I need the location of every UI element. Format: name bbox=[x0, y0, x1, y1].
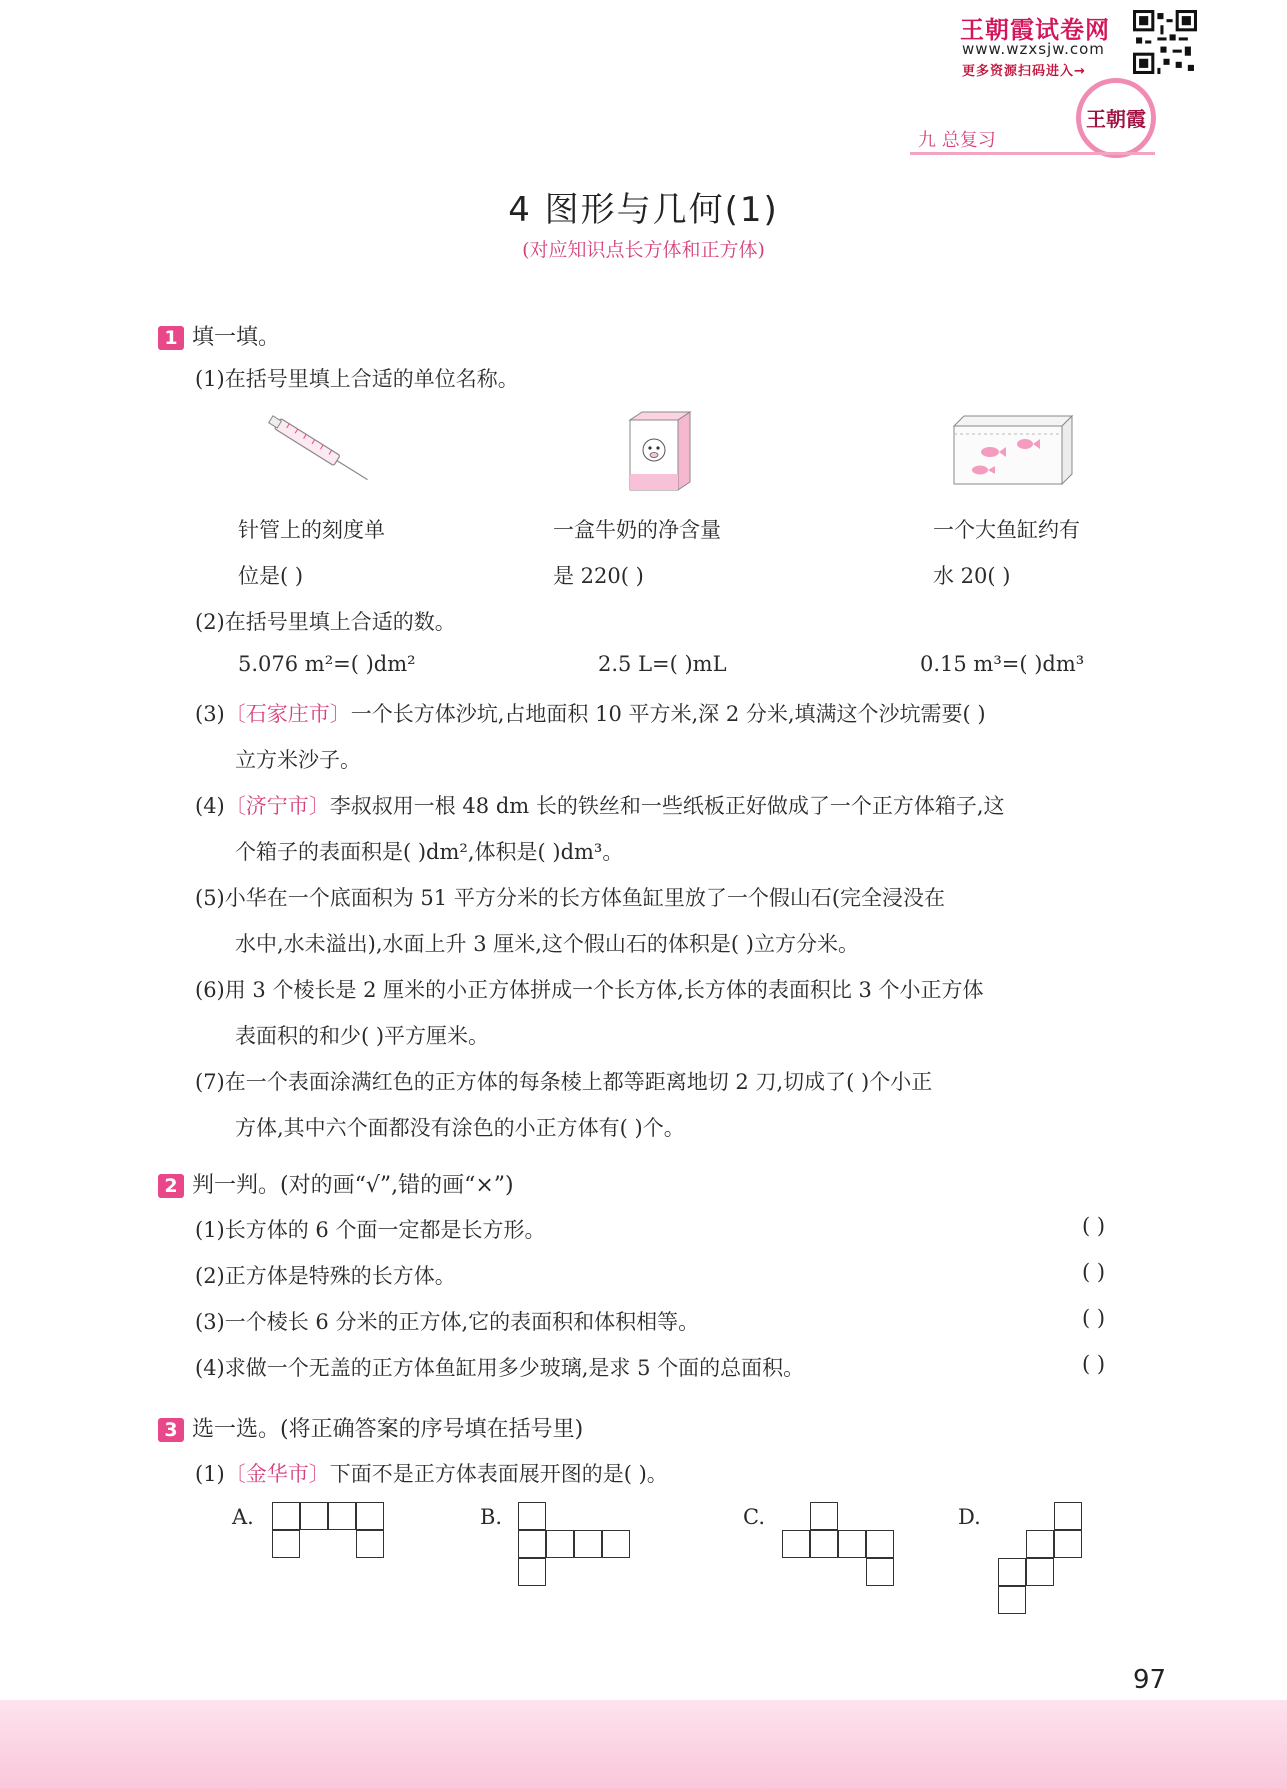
seal-text: 王朝霞 bbox=[1086, 107, 1146, 131]
q2-answer-3[interactable]: ( ) bbox=[1082, 1306, 1106, 1330]
part-text: 下面不是正方体表面展开图的是( )。 bbox=[329, 1462, 668, 1486]
site-url[interactable]: www.wzxsjw.com bbox=[962, 40, 1105, 58]
question-3-heading bbox=[158, 1412, 583, 1443]
q2-answer-2[interactable]: ( ) bbox=[1082, 1260, 1106, 1284]
q1-conversion-2[interactable]: 2.5 L=( )mL bbox=[598, 652, 727, 676]
footer-band bbox=[0, 1700, 1287, 1789]
q2-item-2: (2)正方体是特殊的长方体。 bbox=[195, 1264, 456, 1288]
q1-part1-prompt: (1)在括号里填上合适的单位名称。 bbox=[195, 367, 519, 391]
section-label: 九 总复习 bbox=[918, 130, 996, 151]
city-tag: 〔金华市〕 bbox=[224, 1462, 330, 1486]
q2-item-1: (1)长方体的 6 个面一定都是长方形。 bbox=[195, 1218, 546, 1242]
q1-part6-line2[interactable]: 表面积的和少( )平方厘米。 bbox=[235, 1024, 490, 1048]
question-title: 填一填。 bbox=[192, 325, 281, 350]
q1-conversion-3[interactable]: 0.15 m³=( )dm³ bbox=[920, 652, 1085, 676]
question-number: 2 bbox=[158, 1174, 184, 1198]
q1-part4-line1[interactable] bbox=[195, 790, 1005, 820]
question-title: 判一判。(对的画“√”,错的画“×”) bbox=[192, 1173, 514, 1198]
syringe-icon bbox=[260, 410, 380, 490]
q1-item-syringe-line1: 针管上的刻度单 bbox=[238, 518, 385, 542]
option-a-label[interactable]: A. bbox=[232, 1505, 254, 1529]
q1-part5-line1: (5)小华在一个底面积为 51 平方分米的长方体鱼缸里放了一个假山石(完全浸没在 bbox=[195, 886, 946, 910]
option-b-label[interactable]: B. bbox=[480, 1505, 503, 1529]
question-number: 3 bbox=[158, 1418, 184, 1442]
scan-prompt: 更多资源扫码进入→ bbox=[962, 64, 1086, 79]
option-d-label[interactable]: D. bbox=[958, 1505, 981, 1529]
milk-carton-icon bbox=[620, 408, 700, 493]
q1-part2-prompt: (2)在括号里填上合适的数。 bbox=[195, 610, 456, 634]
part-label: (1) bbox=[195, 1462, 225, 1486]
q3-part1-prompt[interactable] bbox=[195, 1458, 668, 1488]
fish-tank-icon bbox=[950, 412, 1075, 487]
q1-item-tank-answer[interactable]: 水 20( ) bbox=[933, 564, 1011, 588]
q1-part5-line2[interactable]: 水中,水未溢出),水面上升 3 厘米,这个假山石的体积是( )立方分米。 bbox=[235, 932, 859, 956]
q1-conversion-1[interactable]: 5.076 m²=( )dm² bbox=[238, 652, 416, 676]
q2-item-4: (4)求做一个无盖的正方体鱼缸用多少玻璃,是求 5 个面的总面积。 bbox=[195, 1356, 805, 1380]
q2-answer-1[interactable]: ( ) bbox=[1082, 1214, 1106, 1238]
q1-item-milk-line1: 一盒牛奶的净含量 bbox=[553, 518, 721, 542]
q2-item-3: (3)一个棱长 6 分米的正方体,它的表面积和体积相等。 bbox=[195, 1310, 700, 1334]
question-number: 1 bbox=[158, 326, 184, 350]
part-text: 一个长方体沙坑,占地面积 10 平方米,深 2 分米,填满这个沙坑需要( ) bbox=[350, 702, 986, 726]
city-tag: 〔石家庄市〕 bbox=[224, 702, 351, 726]
part-text: 李叔叔用一根 48 dm 长的铁丝和一些纸板正好做成了一个正方体箱子,这 bbox=[329, 794, 1005, 818]
brand-name: 王朝霞试卷网 bbox=[960, 16, 1110, 44]
city-tag: 〔济宁市〕 bbox=[224, 794, 330, 818]
q1-part3-line1[interactable] bbox=[195, 698, 986, 728]
q1-part3-line2: 立方米沙子。 bbox=[235, 748, 361, 772]
page-title: 4 图形与几何(1) bbox=[508, 190, 779, 230]
q1-item-syringe-answer[interactable]: 位是( ) bbox=[238, 564, 304, 588]
question-title: 选一选。(将正确答案的序号填在括号里) bbox=[192, 1417, 584, 1442]
part-label: (4) bbox=[195, 794, 225, 818]
q1-part7-line2[interactable]: 方体,其中六个面都没有涂色的小正方体有( )个。 bbox=[235, 1116, 685, 1140]
question-1-heading bbox=[158, 320, 280, 351]
q1-item-tank-line1: 一个大鱼缸约有 bbox=[933, 518, 1080, 542]
q1-item-milk-answer[interactable]: 是 220( ) bbox=[553, 564, 644, 588]
q2-answer-4[interactable]: ( ) bbox=[1082, 1352, 1106, 1376]
page-subtitle: (对应知识点长方体和正方体) bbox=[522, 239, 765, 261]
q1-part7-line1[interactable]: (7)在一个表面涂满红色的正方体的每条棱上都等距离地切 2 刀,切成了( )个小正 bbox=[195, 1070, 933, 1094]
q1-part4-line2[interactable]: 个箱子的表面积是( )dm²,体积是( )dm³。 bbox=[235, 840, 624, 864]
part-label: (3) bbox=[195, 702, 225, 726]
section-tag bbox=[910, 124, 1155, 155]
option-c-label[interactable]: C. bbox=[743, 1505, 765, 1529]
qr-code-icon[interactable] bbox=[1133, 10, 1197, 74]
page-number: 97 bbox=[1133, 1665, 1167, 1695]
question-2-heading bbox=[158, 1168, 514, 1199]
q1-part6-line1: (6)用 3 个棱长是 2 厘米的小正方体拼成一个长方体,长方体的表面积比 3 个小正方体 bbox=[195, 978, 984, 1002]
